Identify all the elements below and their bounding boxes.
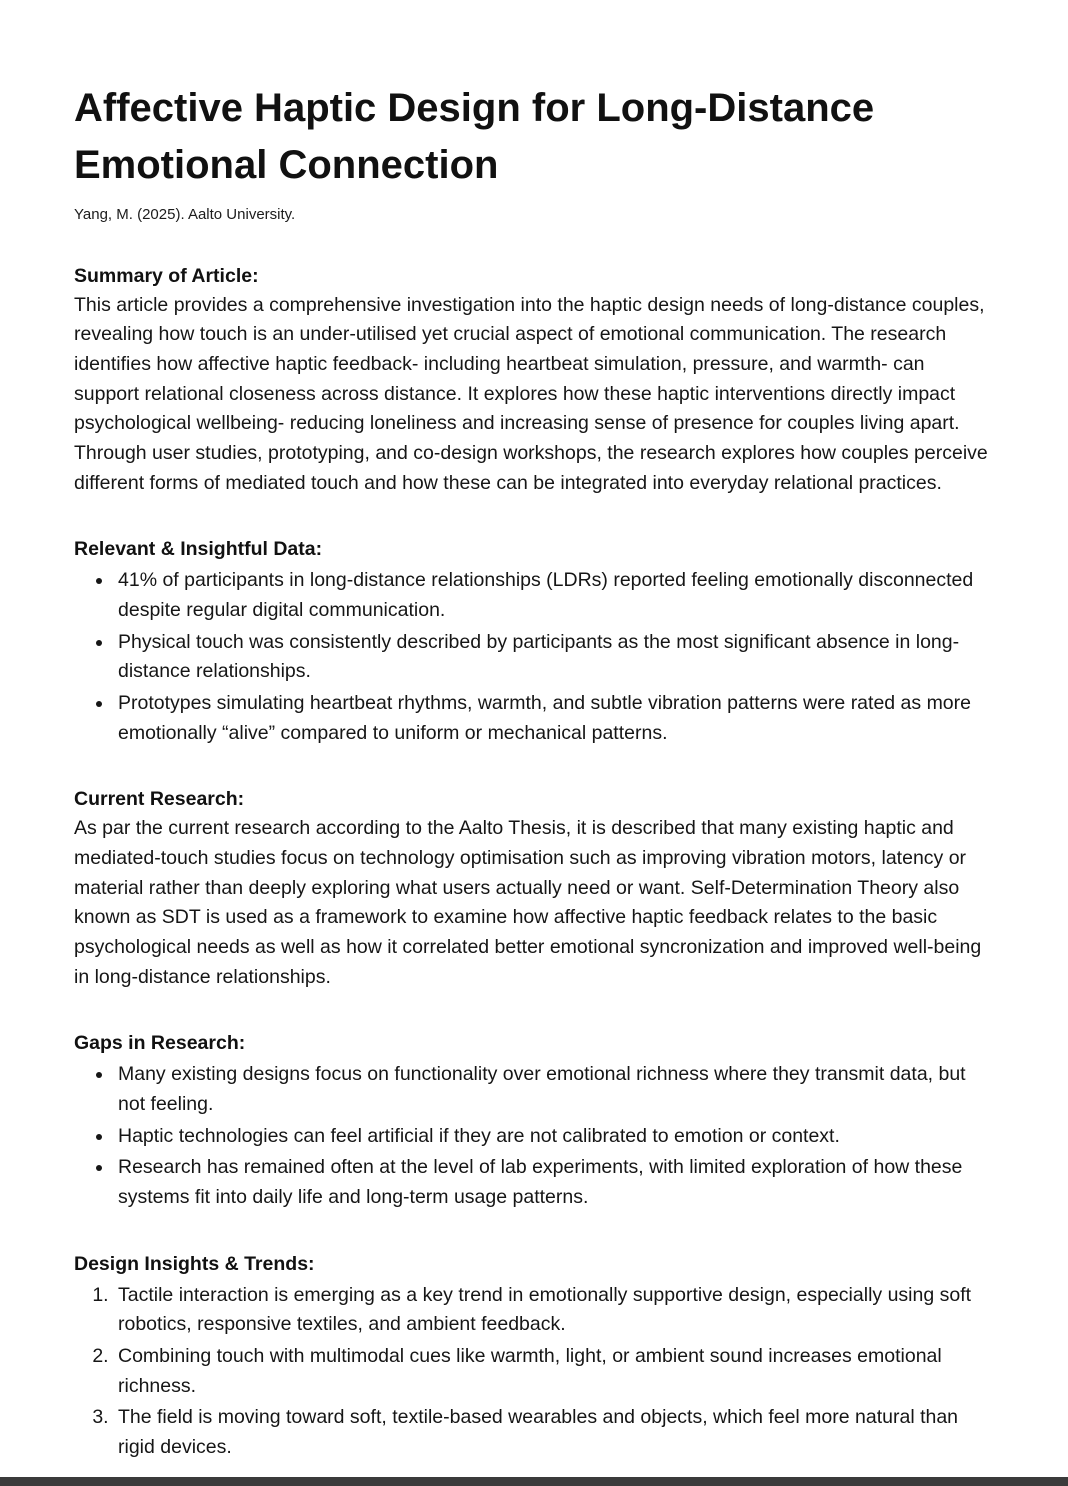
section-heading: Gaps in Research: [74,1032,246,1055]
bullet-item: • 41% of participants in long-distance relationships (LDRs) reported feeling emotionally disconnected despite regular digital communication. [114,566,994,625]
numbered-item: 3. The field is moving toward soft, textile-based wearables and objects, which feel more natural than rigid devices. [114,1403,994,1462]
section-heading: Current Research: [74,788,245,811]
section-relevant-data [74,535,994,748]
numbered-item: 1. Tactile interaction is emerging as a key trend in emotionally supportive design, especially using soft robotics, responsive textiles, and ambient feedback. [114,1281,994,1340]
numbered-item: 2. Combining touch with multimodal cues like warmth, light, or ambient sound increases emotional richness. [114,1342,994,1401]
numbered-list [74,1281,994,1463]
section-gaps [74,1029,994,1212]
bullet-item: • Prototypes simulating heartbeat rhythms, warmth, and subtle vibration patterns were rated as more emotionally “alive” compared to uniform or mechanical patterns. [114,689,994,748]
bullet-list [74,566,994,748]
section-heading: Relevant & Insightful Data: [74,538,323,561]
bullet-item: • Haptic technologies can feel artificial if they are not calibrated to emotion or context. [114,1122,994,1152]
section-paragraph: As par the current research according to the Aalto Thesis, it is described that many existing haptic and mediated-touch studies focus on technology optimisation such as improving vibration motors, latency or material rather than deeply exploring what users actually need or want. Self-Determination Theory also known as SDT is used as a framework to examine how affective haptic feedback relates to the basic psychological needs as well as how it correlated better emotional syncronization and improved well-being in long-distance relationships. [74,817,982,988]
section-design-insights [74,1250,994,1463]
section-current-research [74,785,994,992]
section-paragraph: This article provides a comprehensive investigation into the haptic design needs of long-distance couples, revealing how touch is an under-utilised yet crucial aspect of emotional communication. The research identifies how affective haptic feedback- including heartbeat simulation, pressure, and warmth- can support relational closeness across distance. It explores how these haptic interventions directly impact psychological wellbeing- reducing loneliness and increasing sense of presence for couples living apart. Through user studies, prototyping, and co-design workshops, the research explores how couples perceive different forms of mediated touch and how these can be integrated into everyday relational practices. [74,293,988,494]
bullet-item: • Research has remained often at the level of lab experiments, with limited exploration of how these systems fit into daily life and long-term usage patterns. [114,1153,994,1212]
section-heading: Design Insights & Trends: [74,1252,315,1275]
section-summary [74,262,994,499]
bullet-list [74,1060,994,1212]
section-heading: Summary of Article: [74,264,259,287]
bottom-bar [0,1477,1068,1486]
bullet-item: • Physical touch was consistently described by participants as the most significant absence in long-distance relationships. [114,628,994,687]
citation: Yang, M. (2025). Aalto University. [74,205,296,223]
page-title: Affective Haptic Design for Long-Distance Emotional Connection [74,86,875,187]
bullet-item: • Many existing designs focus on functionality over emotional richness where they transmit data, but not feeling. [114,1060,994,1119]
